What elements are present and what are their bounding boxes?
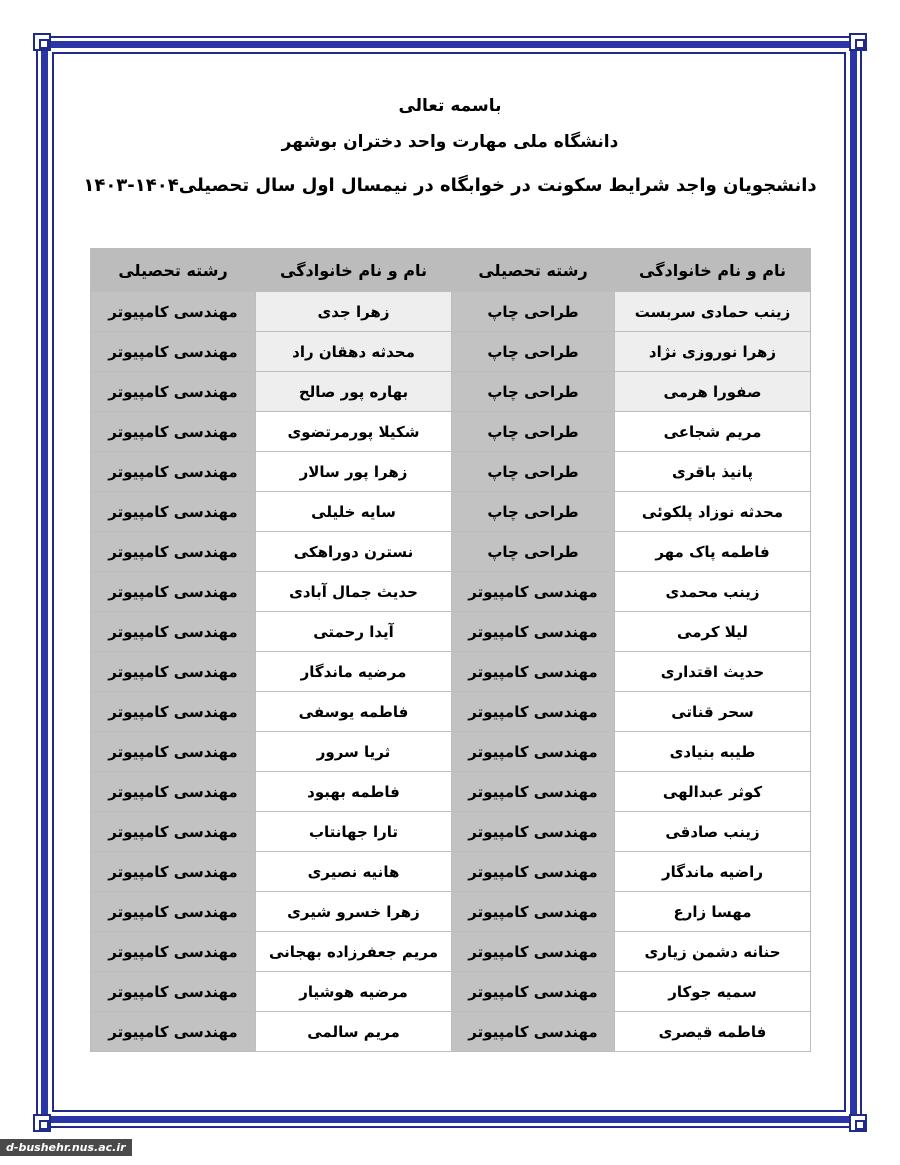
student-name-cell: فاطمه یوسفی [256,692,452,732]
invocation-line: باسمه تعالی [398,96,502,116]
table-row [91,412,811,452]
student-name-cell: صفورا هرمی [615,372,811,412]
field-of-study-cell: مهندسی کامپیوتر [452,972,615,1012]
header-field-1: رشته تحصیلی [452,249,615,292]
field-of-study-cell: مهندسی کامپیوتر [91,572,256,612]
field-of-study-cell: مهندسی کامپیوتر [91,372,256,412]
field-of-study-cell: طراحی چاپ [452,532,615,572]
student-name-cell: مریم سالمی [256,1012,452,1052]
field-of-study-cell: مهندسی کامپیوتر [452,572,615,612]
student-name-cell: بهاره پور صالح [256,372,452,412]
student-name-cell: مریم جعفرزاده بهجانی [256,932,452,972]
student-name-cell: کوثر عبدالهی [615,772,811,812]
field-of-study-cell: مهندسی کامپیوتر [91,612,256,652]
student-name-cell: تارا جهانتاب [256,812,452,852]
student-name-cell: حنانه دشمن زیاری [615,932,811,972]
table-row [91,372,811,412]
table-row [91,332,811,372]
student-name-cell: زینب صادقی [615,812,811,852]
field-of-study-cell: مهندسی کامپیوتر [91,532,256,572]
university-name: دانشگاه ملی مهارت واحد دختران بوشهر [281,132,619,152]
table-row [91,532,811,572]
field-of-study-cell: مهندسی کامپیوتر [91,1012,256,1052]
table-row [91,852,811,892]
field-of-study-cell: مهندسی کامپیوتر [452,812,615,852]
field-of-study-cell: طراحی چاپ [452,292,615,332]
header-name-1: نام و نام خانوادگی [615,249,811,292]
field-of-study-cell: مهندسی کامپیوتر [91,692,256,732]
table-row [91,292,811,332]
table-row [91,732,811,772]
table-row [91,892,811,932]
field-of-study-cell: مهندسی کامپیوتر [91,732,256,772]
student-name-cell: پانیذ باقری [615,452,811,492]
header-name-2: نام و نام خانوادگی [256,249,452,292]
student-name-cell: مرضیه ماندگار [256,652,452,692]
field-of-study-cell: مهندسی کامپیوتر [91,812,256,852]
field-of-study-cell: طراحی چاپ [452,492,615,532]
field-of-study-cell: مهندسی کامپیوتر [452,772,615,812]
table-header-row [91,249,811,292]
student-name-cell: زهرا خسرو شیری [256,892,452,932]
corner-ornament-icon [849,33,867,51]
table-row [91,652,811,692]
field-of-study-cell: مهندسی کامپیوتر [91,892,256,932]
corner-ornament-icon [33,33,51,51]
student-name-cell: حدیث اقتداری [615,652,811,692]
student-name-cell: مریم شجاعی [615,412,811,452]
table-row [91,972,811,1012]
student-name-cell: زینب حمادی سربست [615,292,811,332]
header-field-2: رشته تحصیلی [91,249,256,292]
field-of-study-cell: مهندسی کامپیوتر [452,652,615,692]
student-name-cell: زهرا پور سالار [256,452,452,492]
student-name-cell: مهسا زارع [615,892,811,932]
field-of-study-cell: مهندسی کامپیوتر [452,932,615,972]
corner-ornament-icon [849,1114,867,1132]
field-of-study-cell: مهندسی کامپیوتر [91,932,256,972]
student-name-cell: نسترن دوراهکی [256,532,452,572]
student-name-cell: زهرا نوروزی نژاد [615,332,811,372]
table-row [91,932,811,972]
site-watermark: d-bushehr.nus.ac.ir [0,1139,132,1156]
field-of-study-cell: طراحی چاپ [452,412,615,452]
field-of-study-cell: طراحی چاپ [452,452,615,492]
student-name-cell: سایه خلیلی [256,492,452,532]
field-of-study-cell: مهندسی کامپیوتر [452,612,615,652]
table-row [91,492,811,532]
student-name-cell: هانیه نصیری [256,852,452,892]
field-of-study-cell: مهندسی کامپیوتر [452,1012,615,1052]
field-of-study-cell: طراحی چاپ [452,332,615,372]
field-of-study-cell: مهندسی کامپیوتر [452,692,615,732]
field-of-study-cell: مهندسی کامپیوتر [91,652,256,692]
field-of-study-cell: مهندسی کامپیوتر [91,772,256,812]
student-name-cell: سمیه جوکار [615,972,811,1012]
table-body [91,292,811,1052]
student-name-cell: شکیلا پورمرتضوی [256,412,452,452]
corner-ornament-icon [33,1114,51,1132]
table-row [91,452,811,492]
field-of-study-cell: مهندسی کامپیوتر [91,412,256,452]
table-row [91,572,811,612]
field-of-study-cell: مهندسی کامپیوتر [452,892,615,932]
student-name-cell: محدثه نوزاد پلکوئی [615,492,811,532]
field-of-study-cell: مهندسی کامپیوتر [91,332,256,372]
field-of-study-cell: مهندسی کامپیوتر [91,852,256,892]
student-name-cell: سحر قناتی [615,692,811,732]
student-name-cell: فاطمه بهبود [256,772,452,812]
field-of-study-cell: مهندسی کامپیوتر [91,292,256,332]
field-of-study-cell: مهندسی کامپیوتر [91,492,256,532]
students-table [90,248,811,1052]
table-row [91,692,811,732]
table-row [91,1012,811,1052]
student-name-cell: فاطمه پاک مهر [615,532,811,572]
field-of-study-cell: مهندسی کامپیوتر [452,852,615,892]
student-name-cell: محدثه دهقان راد [256,332,452,372]
field-of-study-cell: طراحی چاپ [452,372,615,412]
student-name-cell: ثریا سرور [256,732,452,772]
student-name-cell: فاطمه قیصری [615,1012,811,1052]
field-of-study-cell: مهندسی کامپیوتر [91,972,256,1012]
table-row [91,772,811,812]
student-name-cell: طیبه بنیادی [615,732,811,772]
field-of-study-cell: مهندسی کامپیوتر [91,452,256,492]
student-name-cell: زهرا جدی [256,292,452,332]
table-row [91,812,811,852]
field-of-study-cell: مهندسی کامپیوتر [452,732,615,772]
student-name-cell: مرضیه هوشیار [256,972,452,1012]
student-name-cell: زینب محمدی [615,572,811,612]
student-name-cell: راضیه ماندگار [615,852,811,892]
student-name-cell: حدیث جمال آبادی [256,572,452,612]
student-name-cell: آیدا رحمتی [256,612,452,652]
student-name-cell: لیلا کرمی [615,612,811,652]
document-title: دانشجویان واجد شرایط سکونت در خوابگاه در نیمسال اول سال تحصیلی۱۴۰۴-۱۴۰۳ [83,175,817,196]
table-row [91,612,811,652]
